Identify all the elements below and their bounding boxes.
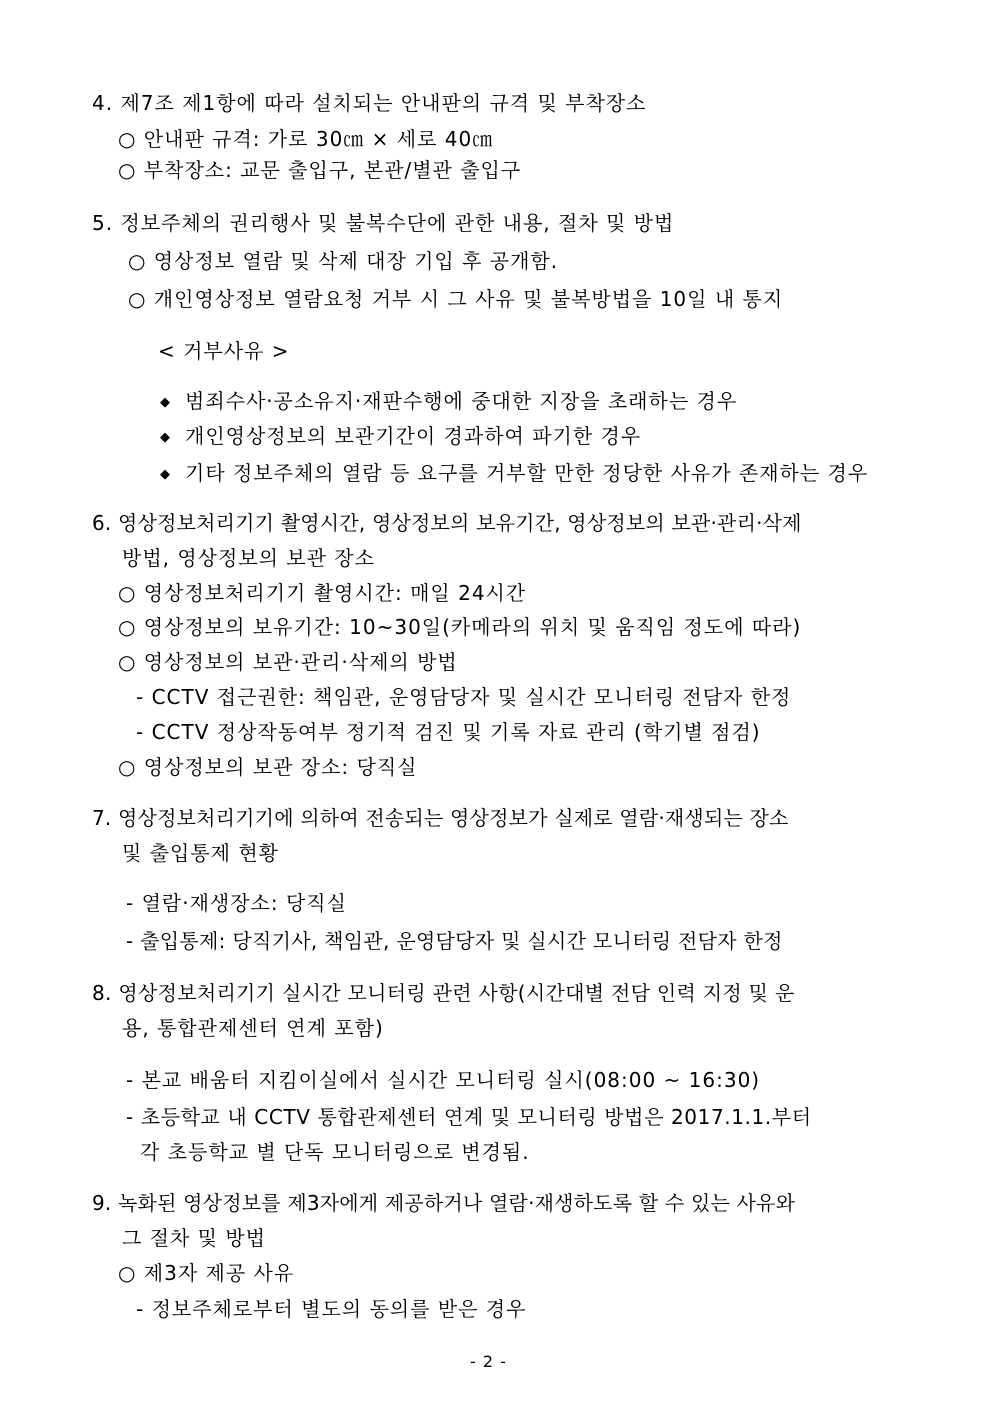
refusal-reason bbox=[160, 388, 737, 418]
section-6-item: ○ 영상정보의 보관 장소: 당직실 bbox=[118, 755, 418, 779]
refusal-reason-text: 기타 정보주체의 열람 등 요구를 거부할 만한 정당한 사유가 존재하는 경우 bbox=[185, 461, 869, 485]
section-8-item: - 초등학교 내 CCTV 통합관제센터 연계 및 모니터링 방법은 2017.1.1.부터 bbox=[126, 1105, 812, 1129]
refusal-reason-text: 범죄수사·공소유지·재판수행에 중대한 지장을 초래하는 경우 bbox=[185, 389, 738, 413]
section-9-title-continued: 그 절차 및 방법 bbox=[122, 1226, 266, 1250]
section-6-item: ○ 영상정보의 보관·관리·삭제의 방법 bbox=[118, 650, 458, 674]
refusal-heading: < 거부사유 > bbox=[158, 339, 290, 363]
section-5-title: 5. 정보주체의 권리행사 및 불복수단에 관한 내용, 절차 및 방법 bbox=[92, 211, 675, 235]
page-number: - 2 - bbox=[470, 1352, 507, 1371]
section-6-sub-item: - CCTV 접근권한: 책임관, 운영담당자 및 실시간 모니터링 전담자 한정 bbox=[136, 685, 792, 709]
section-4-item: ○ 안내판 규격: 가로 30㎝ × 세로 40㎝ bbox=[118, 127, 494, 151]
refusal-reason bbox=[160, 460, 868, 490]
section-7-title-continued: 및 출입통제 현황 bbox=[122, 841, 279, 865]
section-6-item: ○ 영상정보처리기기 촬영시간: 매일 24시간 bbox=[118, 581, 527, 605]
section-7-item: - 열람·재생장소: 당직실 bbox=[126, 891, 347, 915]
section-9-item: ○ 제3자 제공 사유 bbox=[118, 1261, 295, 1285]
section-8-title: 8. 영상정보처리기기 실시간 모니터링 관련 사항(시간대별 전담 인력 지정 및 운 bbox=[92, 981, 795, 1005]
section-7-title: 7. 영상정보처리기기에 의하여 전송되는 영상정보가 실제로 열람·재생되는 장소 bbox=[92, 806, 789, 830]
section-5-item: ○ 영상정보 열람 및 삭제 대장 기입 후 공개함. bbox=[128, 249, 559, 273]
section-6-title-continued: 방법, 영상정보의 보관 장소 bbox=[122, 546, 375, 570]
refusal-reason-text: 개인영상정보의 보관기간이 경과하여 파기한 경우 bbox=[185, 424, 642, 448]
section-5-item: ○ 개인영상정보 열람요청 거부 시 그 사유 및 불복방법을 10일 내 통지 bbox=[128, 287, 784, 311]
section-4-item: ○ 부착장소: 교문 출입구, 본관/별관 출입구 bbox=[118, 158, 522, 182]
section-9-title: 9. 녹화된 영상정보를 제3자에게 제공하거나 열람·재생하도록 할 수 있는 사유와 bbox=[92, 1191, 796, 1215]
diamond-bullet-icon: ◆ bbox=[160, 467, 171, 482]
section-8-item: - 본교 배움터 지킴이실에서 실시간 모니터링 실시(08:00 ~ 16:30) bbox=[126, 1068, 761, 1092]
diamond-bullet-icon: ◆ bbox=[160, 395, 171, 410]
section-6-title: 6. 영상정보처리기기 촬영시간, 영상정보의 보유기간, 영상정보의 보관·관리·삭제 bbox=[92, 511, 802, 535]
section-8-title-continued: 용, 통합관제센터 연계 포함) bbox=[122, 1016, 384, 1040]
section-7-item: - 출입통제: 당직기사, 책임관, 운영담당자 및 실시간 모니터링 전담자 한정 bbox=[126, 929, 783, 953]
section-6-item: ○ 영상정보의 보유기간: 10~30일(카메라의 위치 및 움직임 정도에 따라) bbox=[118, 615, 802, 639]
refusal-reason bbox=[160, 423, 641, 453]
section-8-item-continued: 각 초등학교 별 단독 모니터링으로 변경됨. bbox=[140, 1140, 530, 1164]
section-9-sub-item: - 정보주체로부터 별도의 동의를 받은 경우 bbox=[136, 1297, 527, 1321]
section-6-sub-item: - CCTV 정상작동여부 정기적 검진 및 기록 자료 관리 (학기별 점검) bbox=[136, 720, 761, 744]
diamond-bullet-icon: ◆ bbox=[160, 430, 171, 445]
section-4-title: 4. 제7조 제1항에 따라 설치되는 안내판의 규격 및 부착장소 bbox=[92, 91, 647, 115]
